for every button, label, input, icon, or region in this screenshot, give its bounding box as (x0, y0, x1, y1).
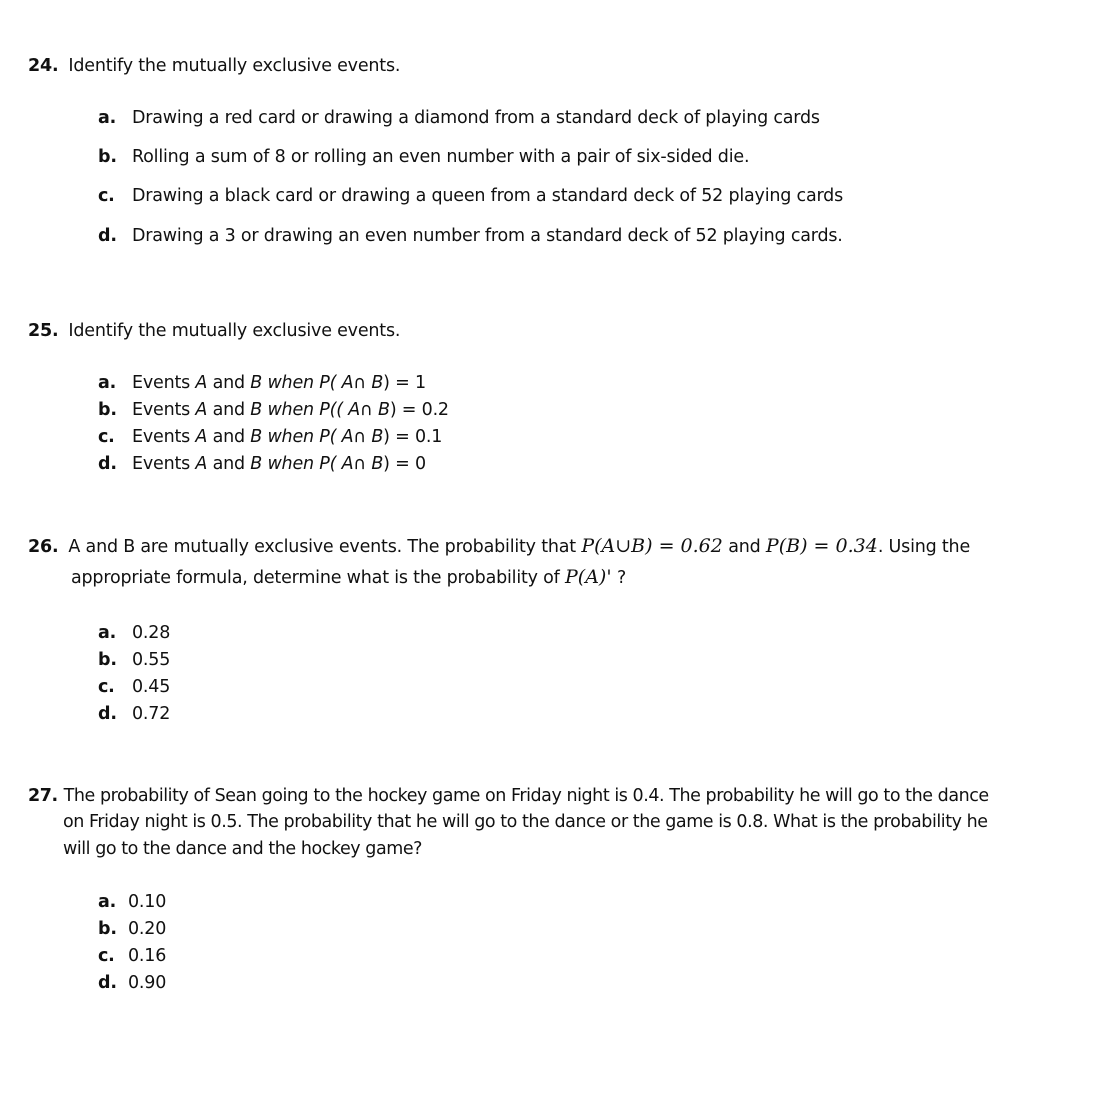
option-text: Events (132, 454, 196, 474)
option-a[interactable] (98, 373, 426, 393)
formula-p-a-union-b: P(A∪B) = 0.62 (581, 535, 723, 557)
option-b[interactable] (98, 650, 170, 670)
question-stem-line-3 (63, 839, 422, 859)
option-label: b. (98, 147, 117, 167)
option-text: 0.16 (128, 946, 167, 966)
connector-text: and (728, 537, 761, 557)
option-b[interactable] (98, 400, 449, 420)
option-d[interactable] (98, 454, 426, 474)
question-text: Identify the mutually exclusive events. (68, 321, 401, 341)
option-text: Events (132, 400, 196, 420)
option-label: d. (98, 973, 117, 993)
option-label: a. (98, 623, 117, 643)
option-label: b. (98, 400, 117, 420)
question-text: appropriate formula, determine what is the probability of (71, 568, 560, 588)
question-mark: ? (616, 568, 627, 588)
event-b: B (250, 373, 263, 393)
event-b: B (366, 373, 384, 393)
option-text: and (207, 427, 251, 447)
event-b: B (250, 400, 263, 420)
question-stem-line-2 (63, 812, 988, 832)
option-text: ) = 1 (383, 373, 426, 393)
option-label: a. (98, 892, 117, 912)
option-b[interactable] (98, 919, 166, 939)
event-a: A (341, 427, 354, 447)
option-label: d. (98, 704, 117, 724)
question-text: The probability of Sean going to the hockey game on Friday night is 0.4. The probability he will go to the dance (63, 786, 989, 806)
option-text: Rolling a sum of 8 or rolling an even number with a pair of six-sided die. (132, 147, 750, 167)
option-text: when P( (262, 454, 342, 474)
option-text: 0.28 (132, 623, 171, 643)
event-b: B (250, 427, 263, 447)
option-label: a. (98, 108, 117, 128)
option-a[interactable] (98, 623, 170, 643)
option-text: Drawing a black card or drawing a queen from a standard deck of 52 playing cards (132, 186, 843, 206)
option-c[interactable] (98, 186, 843, 206)
option-label: c. (98, 946, 115, 966)
option-label: b. (98, 650, 117, 670)
question-stem (28, 53, 400, 80)
option-text: 0.90 (128, 973, 167, 993)
option-a[interactable] (98, 108, 820, 128)
event-b: B (366, 427, 384, 447)
option-text: Drawing a 3 or drawing an even number from a standard deck of 52 playing cards. (132, 226, 843, 246)
option-text: 0.10 (128, 892, 167, 912)
event-a: A (195, 427, 208, 447)
question-stem-line-2 (71, 566, 626, 588)
question-text: on Friday night is 0.5. The probability that he will go to the dance or the game is 0.8. What is the probability he (63, 812, 988, 832)
intersection-symbol: ∩ (353, 427, 366, 447)
option-d[interactable] (98, 973, 166, 993)
option-text: when P( (262, 373, 342, 393)
event-a: A (195, 454, 208, 474)
intersection-symbol: ∩ (360, 400, 373, 420)
option-label: d. (98, 454, 117, 474)
question-text: Identify the mutually exclusive events. (68, 56, 401, 76)
option-text: 0.72 (132, 704, 171, 724)
option-a[interactable] (98, 892, 166, 912)
option-text: ) = 0.1 (383, 427, 443, 447)
option-label: b. (98, 919, 117, 939)
option-label: c. (98, 186, 115, 206)
option-text: 0.55 (132, 650, 171, 670)
question-stem (28, 783, 989, 810)
option-d[interactable] (98, 226, 843, 246)
option-text: when P(( (262, 400, 349, 420)
question-number: 27. (28, 786, 58, 806)
option-text: when P( (262, 427, 342, 447)
option-text: and (207, 400, 251, 420)
question-text: A and B are mutually exclusive events. The probability that (68, 537, 576, 557)
option-text: ) = 0 (383, 454, 426, 474)
option-d[interactable] (98, 704, 170, 724)
event-a: A (195, 373, 208, 393)
question-number: 25. (28, 321, 59, 341)
formula-p-b: P(B) = 0.34 (765, 535, 878, 557)
option-label: d. (98, 226, 117, 246)
question-text: . Using the (877, 537, 971, 557)
option-b[interactable] (98, 147, 749, 167)
event-a: A (341, 373, 354, 393)
option-text: and (207, 373, 251, 393)
question-stem (28, 318, 400, 345)
event-a: A (348, 400, 361, 420)
question-number: 26. (28, 537, 59, 557)
option-label: a. (98, 373, 117, 393)
option-c[interactable] (98, 427, 442, 447)
event-a: A (341, 454, 354, 474)
option-text: ) = 0.2 (389, 400, 449, 420)
option-text: Events (132, 427, 196, 447)
question-number: 24. (28, 56, 59, 76)
option-text: Drawing a red card or drawing a diamond from a standard deck of playing cards (132, 108, 820, 128)
event-a: A (195, 400, 208, 420)
intersection-symbol: ∩ (353, 454, 366, 474)
question-stem (28, 533, 970, 561)
option-text: Events (132, 373, 196, 393)
event-b: B (366, 454, 384, 474)
option-text: 0.45 (132, 677, 171, 697)
event-b: B (250, 454, 263, 474)
option-c[interactable] (98, 677, 170, 697)
event-b: B (372, 400, 390, 420)
option-text: 0.20 (128, 919, 167, 939)
option-label: c. (98, 677, 115, 697)
option-text: and (207, 454, 251, 474)
question-text: will go to the dance and the hockey game? (63, 839, 422, 859)
option-label: c. (98, 427, 115, 447)
option-c[interactable] (98, 946, 166, 966)
formula-p-a-complement: P(A)' (565, 566, 612, 588)
intersection-symbol: ∩ (353, 373, 366, 393)
